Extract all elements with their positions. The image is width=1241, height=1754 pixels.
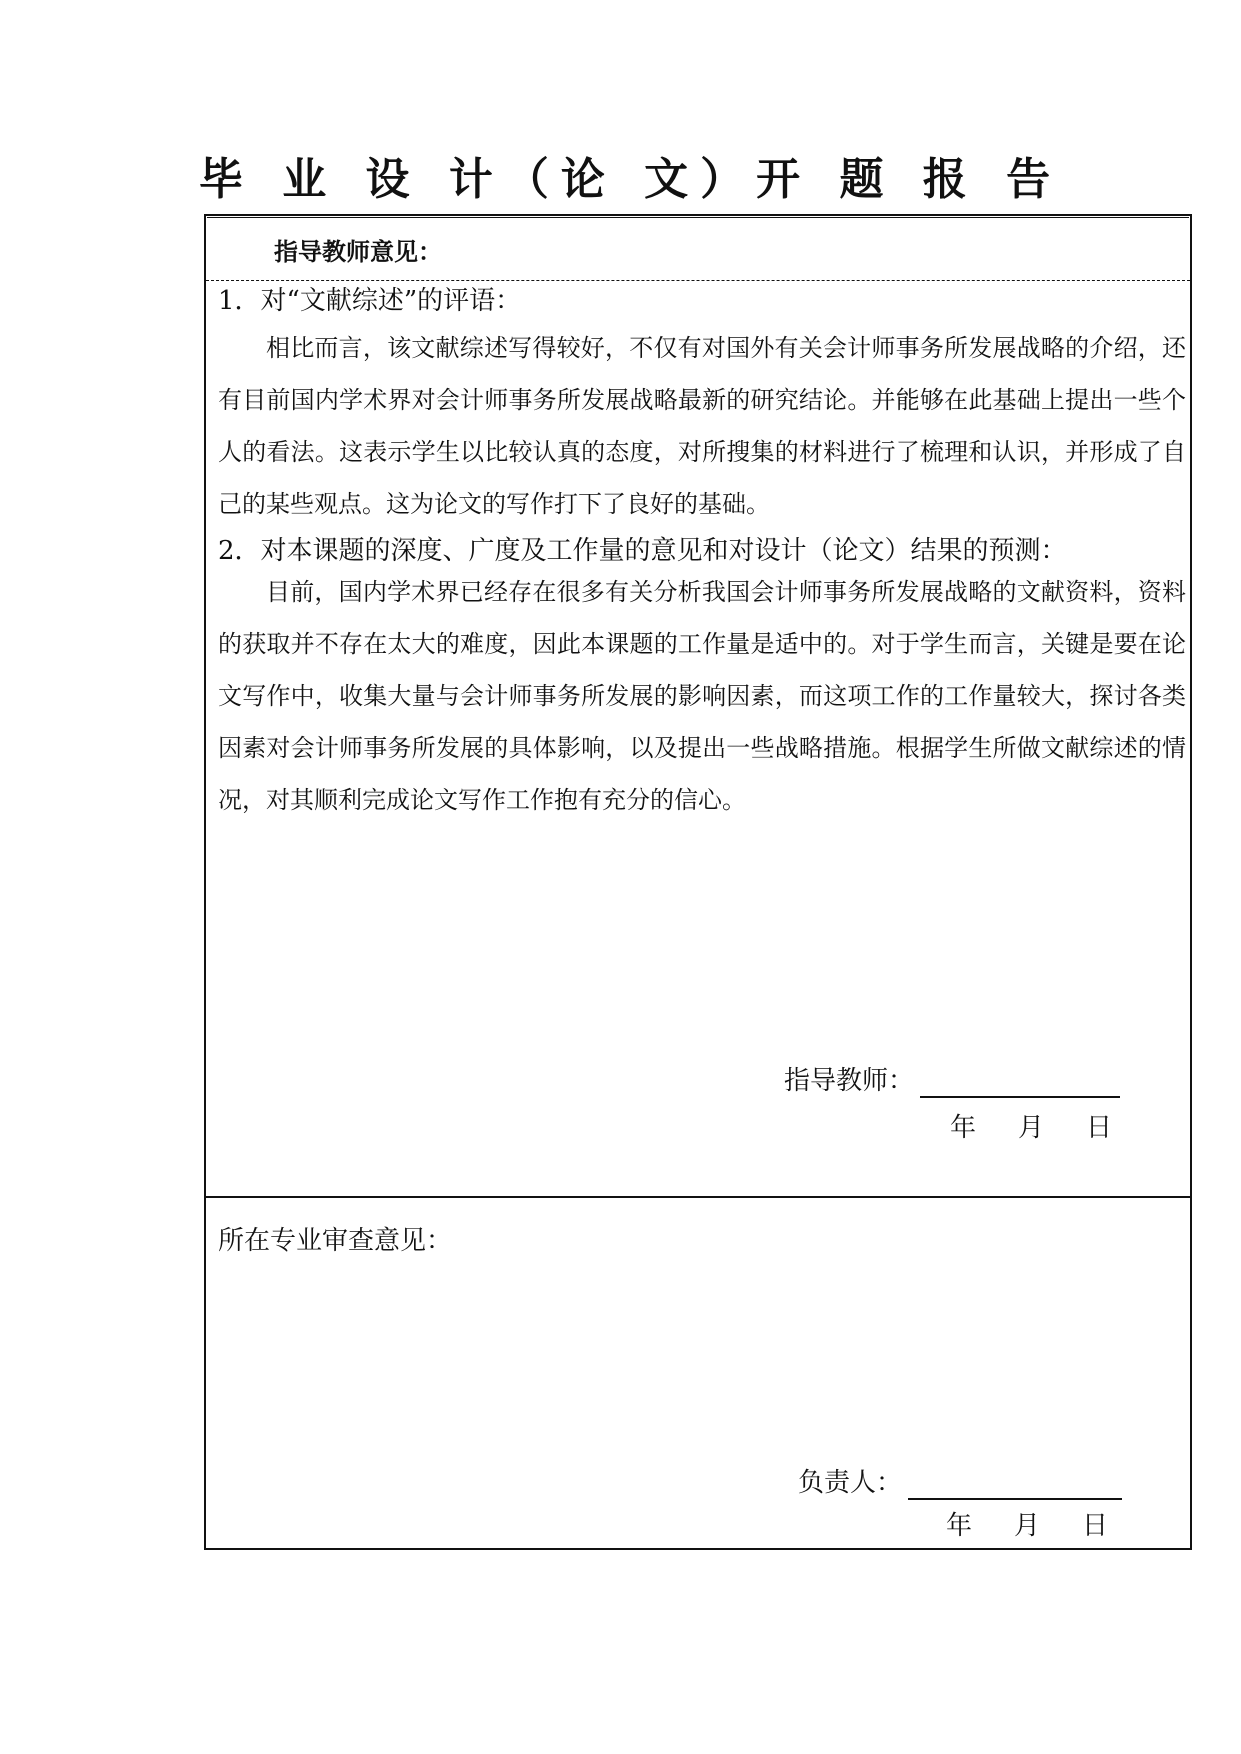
advisor-date-year: 年: [950, 1113, 977, 1143]
reviewer-signature-line[interactable]: [908, 1474, 1122, 1500]
advisor-signature-line[interactable]: [920, 1072, 1120, 1098]
document-title: 毕 业 设 计（论 文）开 题 报 告: [198, 154, 1063, 205]
advisor-date-day: 日: [1086, 1113, 1113, 1143]
workload-prediction-text: 目前，国内学术界已经存在很多有关分析我国会计师事务所发展战略的文献资料，资料的获取并不存在太大的难度，因此本课题的工作量是适中的。对于学生而言，关键是要在论文写作中，收集大量与会计师事务所发展的影响因素，而这项工作的工作量较大，探讨各类因素对会计师事务所发展的具体影响，以及提出一些战略措施。根据学生所做文献综述的情况，对其顺利完成论文写作工作抱有充分的信心。: [218, 578, 1186, 814]
section-divider: [206, 1196, 1190, 1198]
advisor-opinion-heading: 指导教师意见：: [274, 238, 442, 266]
literature-review-comment-text: 相比而言，该文献综述写得较好，不仅有对国外有关会计师事务所发展战略的介绍，还有目前国内学术界对会计师事务所发展战略最新的研究结论。并能够在此基础上提出一些个人的看法。这表示学生以比较认真的态度，对所搜集的材料进行了梳理和认识，并形成了自己的某些观点。这为论文的写作打下了良好的基础。: [218, 334, 1186, 518]
advisor-signature-label: 指导教师：: [784, 1066, 915, 1096]
department-review-heading: 所在专业审查意见：: [218, 1226, 453, 1256]
advisor-date-month: 月: [1018, 1113, 1045, 1143]
reviewer-date-year: 年: [946, 1511, 973, 1541]
reviewer-date-row: [946, 1509, 1108, 1543]
advisor-signature-row: [784, 1064, 1120, 1098]
reviewer-signature-label: 负责人：: [798, 1468, 903, 1498]
reviewer-date-month: 月: [1014, 1511, 1041, 1541]
workload-prediction-heading: 2．对本课题的深度、广度及工作量的意见和对设计（论文）结果的预测：: [218, 536, 1067, 566]
dashed-divider: [206, 280, 1190, 281]
report-form: [204, 214, 1192, 1550]
reviewer-date-day: 日: [1082, 1511, 1109, 1541]
literature-review-comment-heading: 1．对“文献综述”的评语：: [218, 286, 522, 316]
reviewer-signature-row: [798, 1466, 1122, 1500]
advisor-date-row: [950, 1111, 1112, 1145]
